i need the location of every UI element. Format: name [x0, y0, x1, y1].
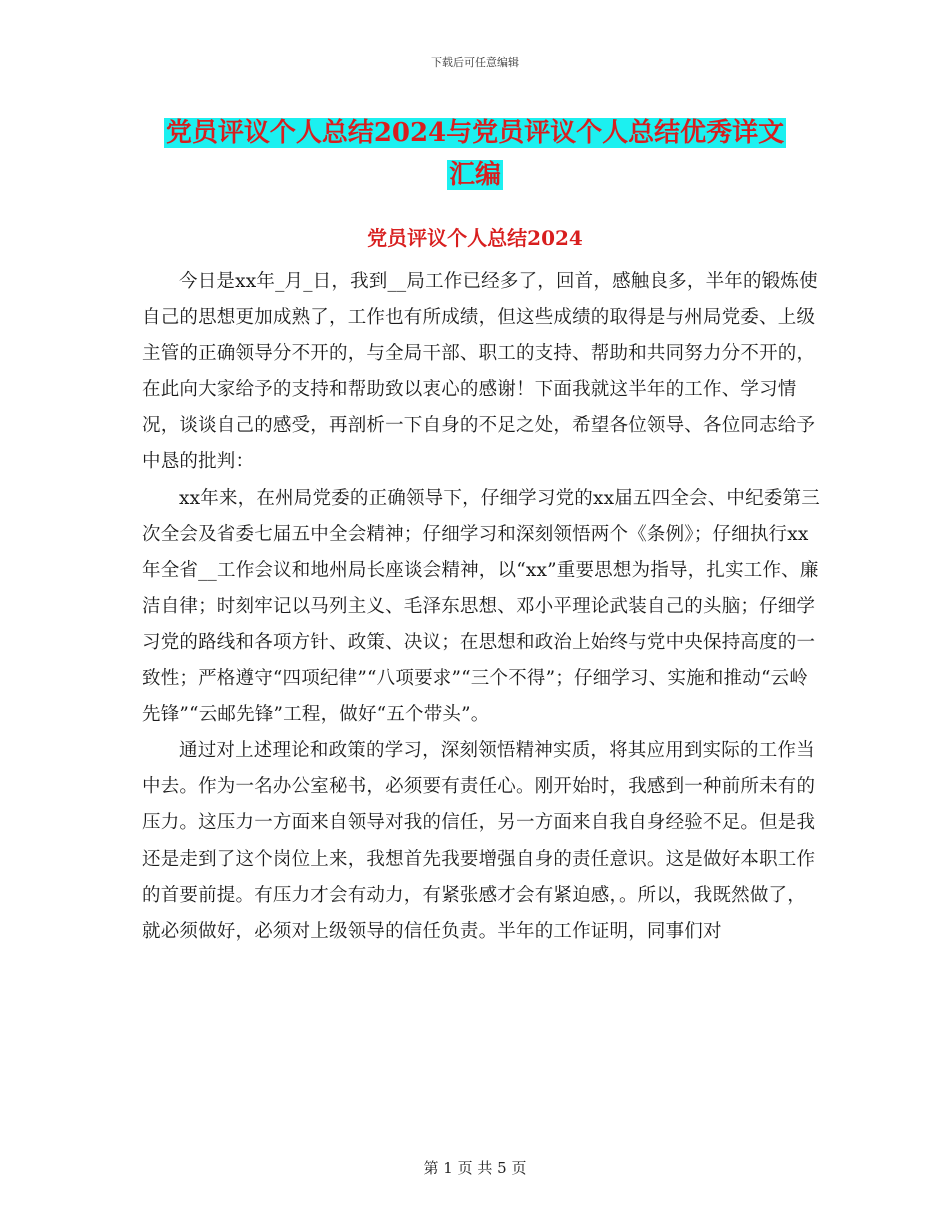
document-title-line2: 汇编	[448, 160, 501, 190]
paragraph-2: xx年来，在州局党委的正确领导下，仔细学习党的xx届五四全会、中纪委第三次全会及省委七届五中全会精神；仔细学习和深刻领悟两个《条例》；仔细执行xx年全省__工作会议和地州局长座谈会精神，以“xx”重要思想为指导，扎实工作、廉洁自律；时刻牢记以马列主义、毛泽东思想、邓小平理论武装自己的头脑；仔细学习党的路线和各项方针、政策、决议；在思想和政治上始终与党中央保持高度的一致性；严格遵守“四项纪律”“八项要求”“三个不得”；仔细学习、实施和推动“云岭先锋”“云邮先锋”工程，做好“五个带头”。	[142, 487, 820, 726]
page-footer: 第 1 页 共 5 页	[423, 1159, 527, 1177]
document-title-line1: 党员评议个人总结2024与党员评议个人总结优秀详文	[165, 118, 785, 148]
body-text	[142, 264, 822, 950]
document-title	[140, 112, 810, 196]
paragraph-1: 今日是xx年_月_日，我到__局工作已经多了，回首，感触良多，半年的锻炼使自己的思想更加成熟了，工作也有所成绩，但这些成绩的取得是与州局党委、上级主管的正确领导分不开的，与全局干部、职工的支持、帮助和共同努力分不开的，在此向大家给予的支持和帮助致以衷心的感谢！下面我就这半年的工作、学习情况，谈谈自己的感受，再剖析一下自身的不足之处，希望各位领导、各位同志给予中恳的批判：	[142, 271, 818, 473]
section-title: 党员评议个人总结2024	[367, 226, 583, 250]
paragraph-3: 通过对上述理论和政策的学习，深刻领悟精神实质，将其应用到实际的工作当中去。作为一名办公室秘书，必须要有责任心。刚开始时，我感到一种前所未有的压力。这压力一方面来自领导对我的信任，另一方面来自我自身经验不足。但是我还是走到了这个岗位上来，我想首先我要增强自身的责任意识。这是做好本职工作的首要前提。有压力才会有动力，有紧张感才会有紧迫感，。所以，我既然做了，就必须做好，必须对上级领导的信任负责。半年的工作证明，同事们对	[142, 740, 816, 942]
header-note: 下载后可任意编辑	[431, 56, 519, 69]
